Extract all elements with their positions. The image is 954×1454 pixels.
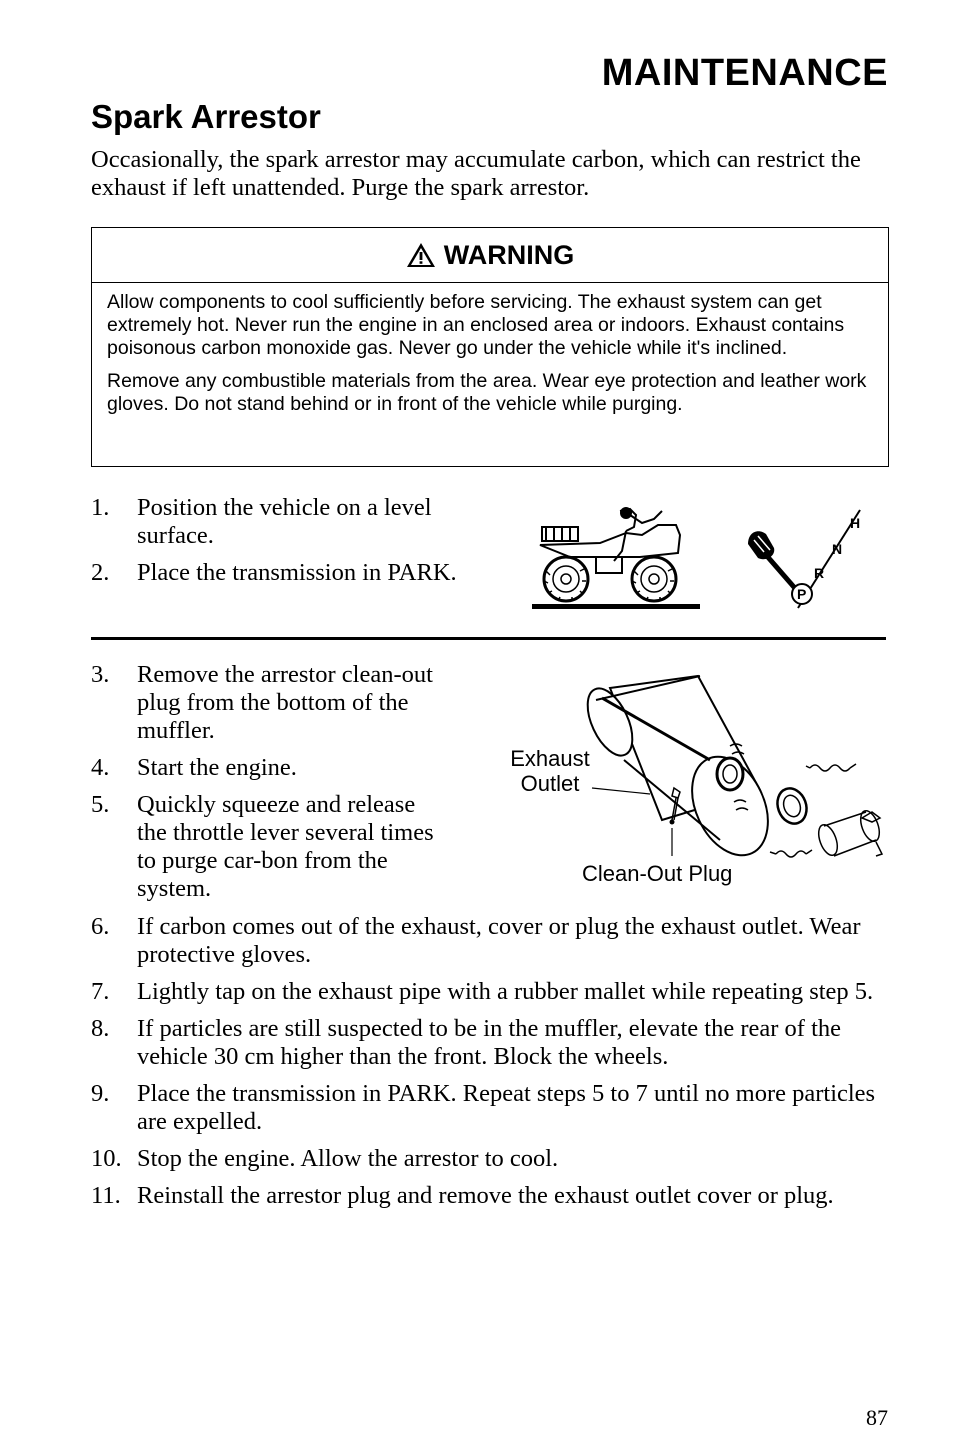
gear-label-p: P xyxy=(797,586,807,602)
intro-paragraph: Occasionally, the spark arrestor may accumulate carbon, which can restrict the exhaust if left unattended. Purge the spark arrestor. xyxy=(91,146,861,201)
gear-label-h: H xyxy=(850,515,861,531)
warning-triangle-icon xyxy=(406,242,436,268)
list-item: 4. Start the engine. xyxy=(91,754,297,781)
clean-out-plug-label: Clean-Out Plug xyxy=(582,861,733,886)
warning-paragraph: Allow components to cool sufficiently before servicing. The exhaust system can get extremely hot. Never run the engine in an enclosed area or indoors. Exhaust contains poisonous carbon monoxide gas. Never go under the vehicle while it's inclined. xyxy=(107,291,845,359)
page-title: Spark Arrestor xyxy=(91,98,321,135)
warning-body xyxy=(92,283,888,416)
warning-label: WARNING xyxy=(443,239,575,270)
section-title: MAINTENANCE xyxy=(601,52,888,94)
gear-label-r: R xyxy=(814,565,825,581)
muffler-illustration xyxy=(580,670,890,880)
list-item: 5. Quickly squeeze and release the throttle lever several times to purge car-bon from the system. xyxy=(91,791,434,902)
list-item: 2. Place the transmission in PARK. xyxy=(91,559,457,586)
list-item: 10. Stop the engine. Allow the arrestor to cool. xyxy=(91,1145,559,1172)
gear-shift-diagram xyxy=(740,508,870,610)
warning-box xyxy=(91,227,889,467)
list-item: 1. Position the vehicle on a level surface. xyxy=(91,494,432,549)
exhaust-outlet-label: Exhaust Outlet xyxy=(510,746,590,796)
list-item: 6. If carbon comes out of the exhaust, cover or plug the exhaust outlet. Wear protective gloves. xyxy=(91,913,861,968)
steps-list-park xyxy=(91,494,501,596)
steps-list-muffler xyxy=(91,661,441,912)
section-divider xyxy=(91,637,886,640)
list-item: 8. If particles are still suspected to be in the muffler, elevate the rear of the vehicle 30 cm higher than the front. Block the wheels. xyxy=(91,1015,842,1070)
warning-paragraph: Remove any combustible materials from the area. Wear eye protection and leather work gloves. Do not stand behind or in front of the vehicle while purging. xyxy=(107,370,867,415)
atv-illustration xyxy=(530,505,702,611)
page-number: 87 xyxy=(866,1405,888,1430)
list-item: 7. Lightly tap on the exhaust pipe with a rubber mallet while repeating step 5. xyxy=(91,978,874,1005)
list-item: 3. Remove the arrestor clean-out plug from the bottom of the muffler. xyxy=(91,661,433,744)
gear-label-n: N xyxy=(832,541,843,557)
warning-header xyxy=(92,228,888,283)
steps-list-purge xyxy=(91,913,891,1219)
list-item: 11. Reinstall the arrestor plug and remove the exhaust outlet cover or plug. xyxy=(91,1182,834,1209)
list-item: 9. Place the transmission in PARK. Repeat steps 5 to 7 until no more particles are expelled. xyxy=(91,1080,876,1135)
